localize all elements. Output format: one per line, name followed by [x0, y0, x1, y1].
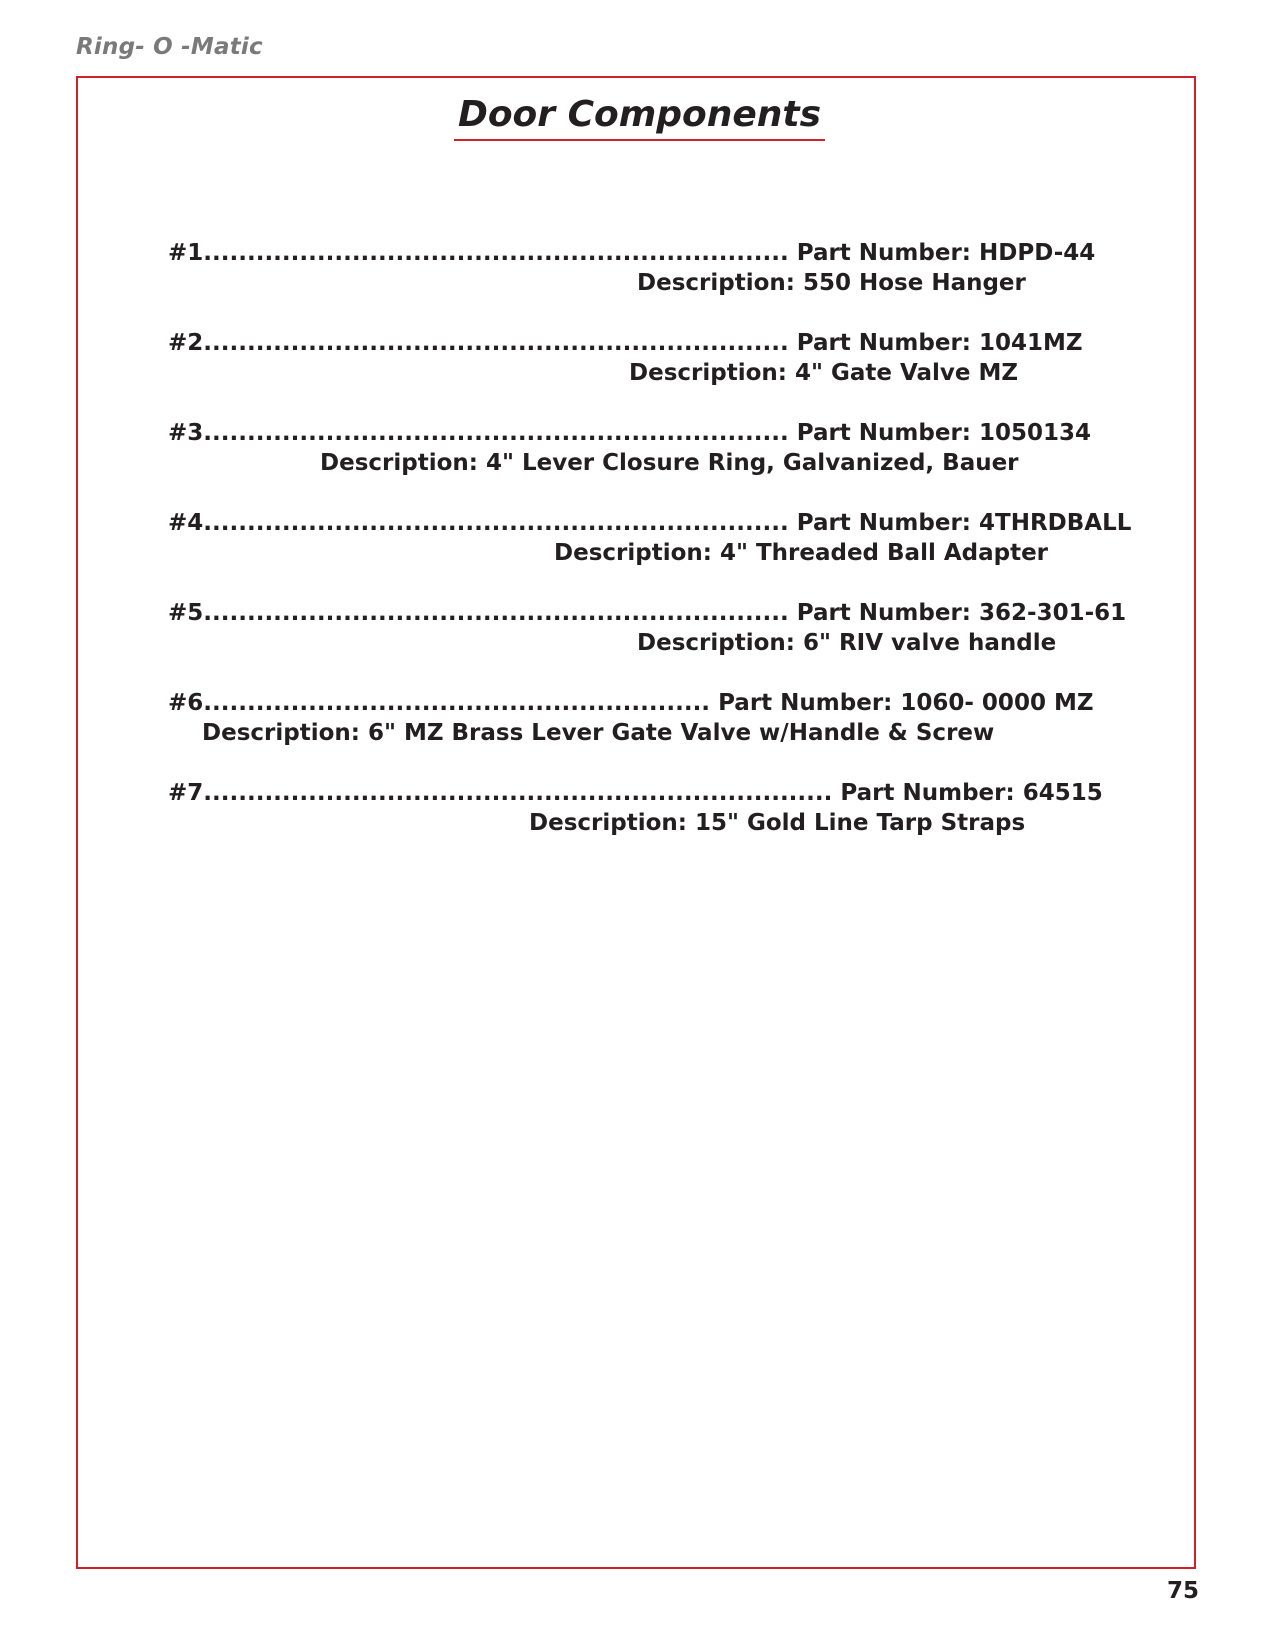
part-number-line — [168, 598, 1126, 628]
part-description: Description: 6" RIV valve handle — [637, 630, 1057, 656]
brand-header: Ring- O -Matic — [76, 34, 263, 60]
part-number-line — [168, 508, 1131, 538]
item-number: #7 — [168, 780, 204, 806]
part-number-line — [168, 778, 1103, 808]
title-container — [0, 94, 1275, 141]
leader-dots: ........................................................................ — [203, 780, 833, 806]
part-item — [168, 778, 1103, 868]
part-number-line — [168, 688, 1094, 718]
item-number: #2 — [168, 330, 204, 356]
leader-dots: ................................................................... — [203, 240, 789, 266]
part-description: Description: 4" Threaded Ball Adapter — [554, 540, 1049, 566]
item-number: #5 — [168, 600, 204, 626]
part-item — [168, 508, 1132, 598]
part-number: Part Number: 4THRDBALL — [796, 510, 1132, 536]
part-description: Description: 6" MZ Brass Lever Gate Valve w/Handle & Screw — [202, 720, 995, 746]
leader-dots: ................................................................... — [203, 600, 789, 626]
part-description: Description: 4" Lever Closure Ring, Galvanized, Bauer — [320, 450, 1019, 476]
page-number: 75 — [1166, 1578, 1199, 1604]
leader-dots: ................................................................... — [203, 330, 789, 356]
part-number-line — [168, 328, 1083, 358]
item-number: #6 — [168, 690, 204, 716]
item-number: #1 — [168, 240, 204, 266]
part-number: Part Number: 362-301-61 — [796, 600, 1127, 626]
part-number: Part Number: 1050134 — [796, 420, 1092, 446]
item-number: #4 — [168, 510, 204, 536]
part-item — [168, 688, 1103, 778]
leader-dots: ................................................................... — [203, 510, 789, 536]
part-number: Part Number: HDPD-44 — [796, 240, 1096, 266]
part-number-line — [168, 418, 1091, 448]
part-number: Part Number: 1041MZ — [796, 330, 1083, 356]
leader-dots: .......................................................... — [203, 690, 711, 716]
parts-list — [168, 238, 1132, 868]
part-number: Part Number: 64515 — [840, 780, 1103, 806]
part-item — [168, 598, 1127, 688]
part-number: Part Number: 1060- 0000 MZ — [718, 690, 1094, 716]
page-title: Door Components — [454, 94, 825, 141]
part-item — [168, 418, 1103, 508]
part-item — [168, 238, 1103, 328]
part-number-line — [168, 238, 1095, 268]
part-description: Description: 15" Gold Line Tarp Straps — [529, 810, 1026, 836]
part-description: Description: 4" Gate Valve MZ — [629, 360, 1019, 386]
part-description: Description: 550 Hose Hanger — [637, 270, 1026, 296]
part-item — [168, 328, 1103, 418]
item-number: #3 — [168, 420, 204, 446]
leader-dots: ................................................................... — [203, 420, 789, 446]
